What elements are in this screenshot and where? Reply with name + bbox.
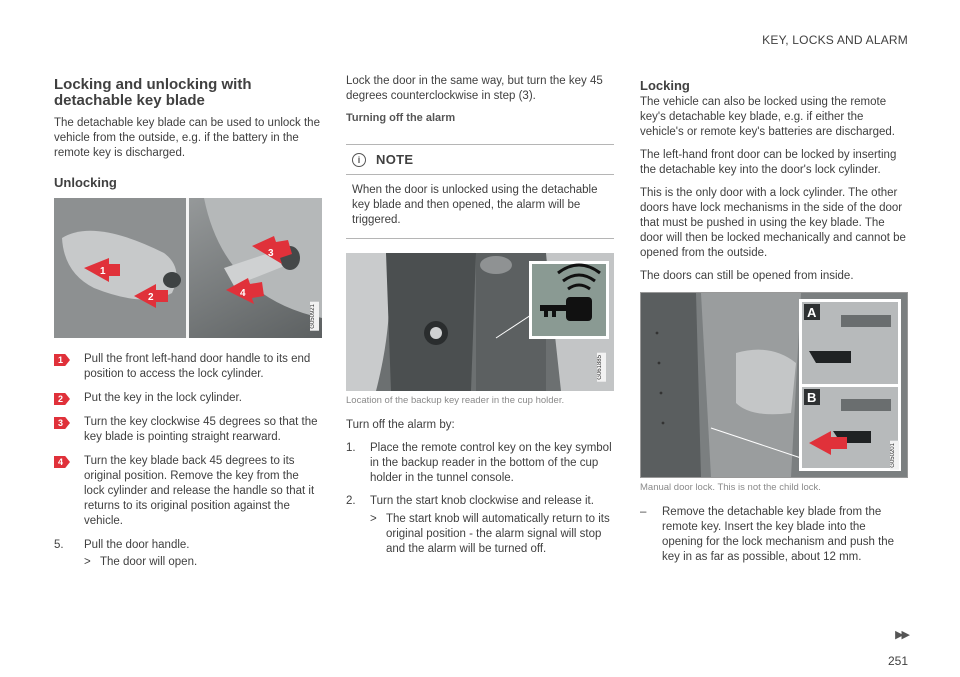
step-marker: 4 <box>54 456 70 468</box>
step-number: 5. <box>54 539 64 551</box>
image-caption: Location of the backup key reader in the cup holder. <box>346 395 565 406</box>
page-number: 251 <box>887 654 908 668</box>
column-locking <box>640 74 908 565</box>
step-item <box>54 415 322 445</box>
step-text: Turn the key clockwise 45 degrees so that the key blade is pointing straight rearward. <box>84 416 318 443</box>
step-marker: 1 <box>54 354 70 366</box>
lock-intro: Lock the door in the same way, but turn the key 45 degrees counterclockwise in step (3). <box>346 75 603 102</box>
step-text: Pull the front left-hand door handle to its end position to access the lock cylinder. <box>84 353 311 380</box>
svg-text:2: 2 <box>148 292 154 303</box>
continue-icon: ▶▶ <box>895 629 908 641</box>
item-number: 1. <box>346 442 356 454</box>
image-caption: Manual door lock. This is not the child lock. <box>640 482 821 493</box>
dash-text: Remove the detachable key blade from the remote key. Insert the key blade into the opening for the lock mechanism and push the key in as far as possible, about 12 mm. <box>662 506 895 563</box>
note-header <box>346 151 614 175</box>
alarm-lead: Turn off the alarm by: <box>346 419 455 431</box>
svg-text:4: 4 <box>240 288 246 299</box>
item-result: The start knob will automatically return to its original position - the alarm signal will stop and the alarm will be turned off. <box>386 513 610 555</box>
column-unlocking <box>54 74 322 579</box>
image-id: G061885 <box>597 353 606 382</box>
info-icon: i <box>352 153 366 167</box>
step-item <box>54 352 322 382</box>
note-box <box>346 144 614 239</box>
unlock-steps <box>54 352 322 570</box>
section-title: Locking and unlocking with detachable key blade <box>54 76 252 109</box>
step-marker: 2 <box>54 393 70 405</box>
step-item <box>54 538 322 570</box>
cup-holder-photo <box>346 253 614 391</box>
note-text: When the door is unlocked using the detachable key blade and then opened, the alarm will be triggered. <box>352 184 598 226</box>
svg-text:3: 3 <box>268 248 274 259</box>
step-text: Put the key in the lock cylinder. <box>84 392 242 404</box>
door-lock-photo <box>640 292 908 478</box>
locking-paragraph: The vehicle can also be locked using the remote key's detachable key blade, e.g. if either the vehicle's or remote key's batteries are discharged. <box>640 96 895 138</box>
door-handle-photo <box>54 198 322 338</box>
unlocking-heading: Unlocking <box>54 175 117 190</box>
list-item <box>346 441 614 486</box>
dash-marker: – <box>640 506 647 518</box>
step-item <box>54 391 322 406</box>
note-title: NOTE <box>376 152 414 167</box>
locking-paragraph: This is the only door with a lock cylinder. The other doors have lock mechanisms in the side of the door that must be pushed in using the key blade. The door will then be locked mechanically and cannot be opened from the outside. <box>640 187 906 259</box>
result-marker: > <box>84 556 91 568</box>
running-header: KEY, LOCKS AND ALARM <box>762 33 908 47</box>
step-marker: 3 <box>54 417 70 429</box>
door-lock-illustration <box>641 293 907 477</box>
alarm-steps <box>346 441 614 557</box>
dash-item <box>640 505 908 565</box>
item-text: Place the remote control key on the key symbol in the backup reader in the bottom of the cup holder in the tunnel console. <box>370 442 612 484</box>
item-number: 2. <box>346 495 356 507</box>
locking-heading: Locking <box>640 78 690 93</box>
step-text: Turn the key blade back 45 degrees to its original position. Remove the key from the lock cylinder and release the handle so that it returns to its original position against the vehicle. <box>84 455 315 527</box>
image-id: G050921 <box>310 302 319 331</box>
result-marker: > <box>370 513 377 525</box>
svg-text:1: 1 <box>100 266 106 277</box>
intro-text: The detachable key blade can be used to unlock the vehicle from the outside, e.g. if the battery in the remote key is discharged. <box>54 117 320 159</box>
locking-paragraph: The left-hand front door can be locked by inserting the detachable key into the door's lock cylinder. <box>640 149 897 176</box>
image-id: G050201 <box>890 441 899 470</box>
alarm-heading: Turning off the alarm <box>346 112 456 124</box>
label-b: B <box>807 390 817 405</box>
locking-paragraph: The doors can still be opened from inside. <box>640 270 854 282</box>
cup-holder-illustration <box>346 253 614 391</box>
label-a: A <box>807 305 817 320</box>
item-text: Turn the start knob clockwise and release it. <box>370 495 594 507</box>
door-handle-illustration <box>54 198 322 338</box>
step-result: The door will open. <box>100 556 198 568</box>
list-item <box>346 494 614 557</box>
step-item <box>54 454 322 529</box>
step-text: Pull the door handle. <box>84 539 190 551</box>
column-alarm <box>346 74 614 565</box>
